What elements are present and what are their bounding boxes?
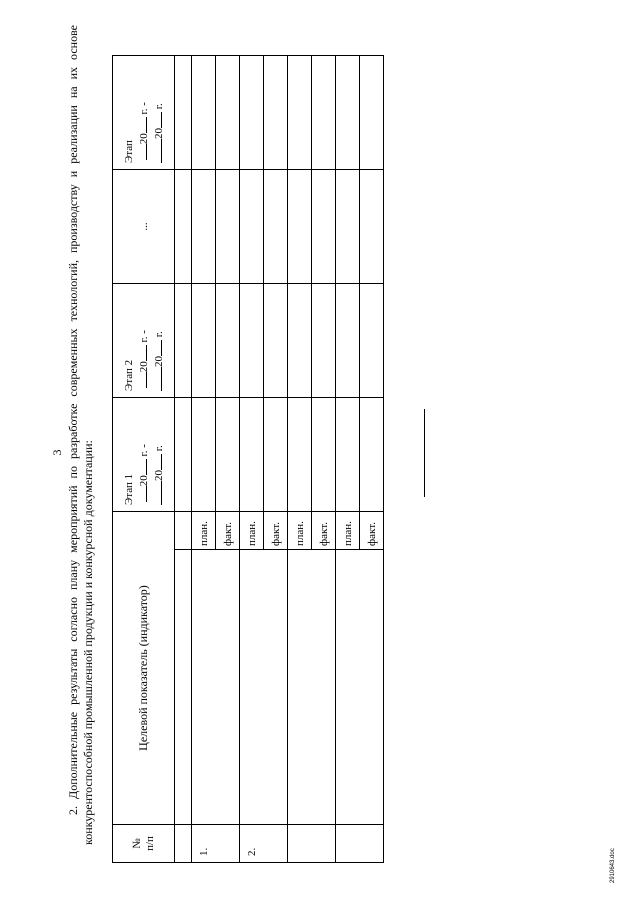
- fact-label: факт.: [216, 512, 240, 550]
- indicators-table: [112, 55, 384, 863]
- header-stage-n: Этап 20 г. - 20 г.: [113, 56, 175, 170]
- table-row: [240, 56, 264, 863]
- plan-label: план.: [192, 512, 216, 550]
- row-number: [336, 825, 384, 863]
- indicator-cell: [240, 550, 288, 825]
- table-row: [192, 56, 216, 863]
- table-spacer-row: [175, 56, 192, 863]
- header-stage-1: Этап 1 20 г. - 20 г.: [113, 398, 175, 512]
- fact-label: факт.: [264, 512, 288, 550]
- fact-label: факт.: [312, 512, 336, 550]
- header-indicator: Целевой показатель (индикатор): [113, 512, 175, 825]
- table-row: [288, 56, 312, 863]
- fact-label: факт.: [360, 512, 384, 550]
- indicator-cell: [192, 550, 240, 825]
- indicator-cell: [288, 550, 336, 825]
- plan-label: план.: [240, 512, 264, 550]
- row-number: 1.: [192, 825, 240, 863]
- indicator-cell: [336, 550, 384, 825]
- intro-paragraph: 2. Дополнительные результаты согласно плану мероприятий по разработке современных технологий, производству и реализации на их основе конкурентоспособной промышленной продукции и конкурсной документации:: [66, 25, 95, 845]
- divider-line: [424, 409, 425, 497]
- header-number: № п/п: [113, 825, 175, 863]
- row-number: 2.: [240, 825, 288, 863]
- plan-label: план.: [336, 512, 360, 550]
- page-number: 3: [50, 449, 64, 456]
- plan-label: план.: [288, 512, 312, 550]
- row-number: [288, 825, 336, 863]
- footer-document-name: 2910643.doc: [610, 848, 616, 883]
- header-stage-2: Этап 2 20 г. - 20 г.: [113, 284, 175, 398]
- table-row: [336, 56, 360, 863]
- header-stage-ellipsis: ...: [113, 170, 175, 284]
- table-header-row: [113, 56, 175, 863]
